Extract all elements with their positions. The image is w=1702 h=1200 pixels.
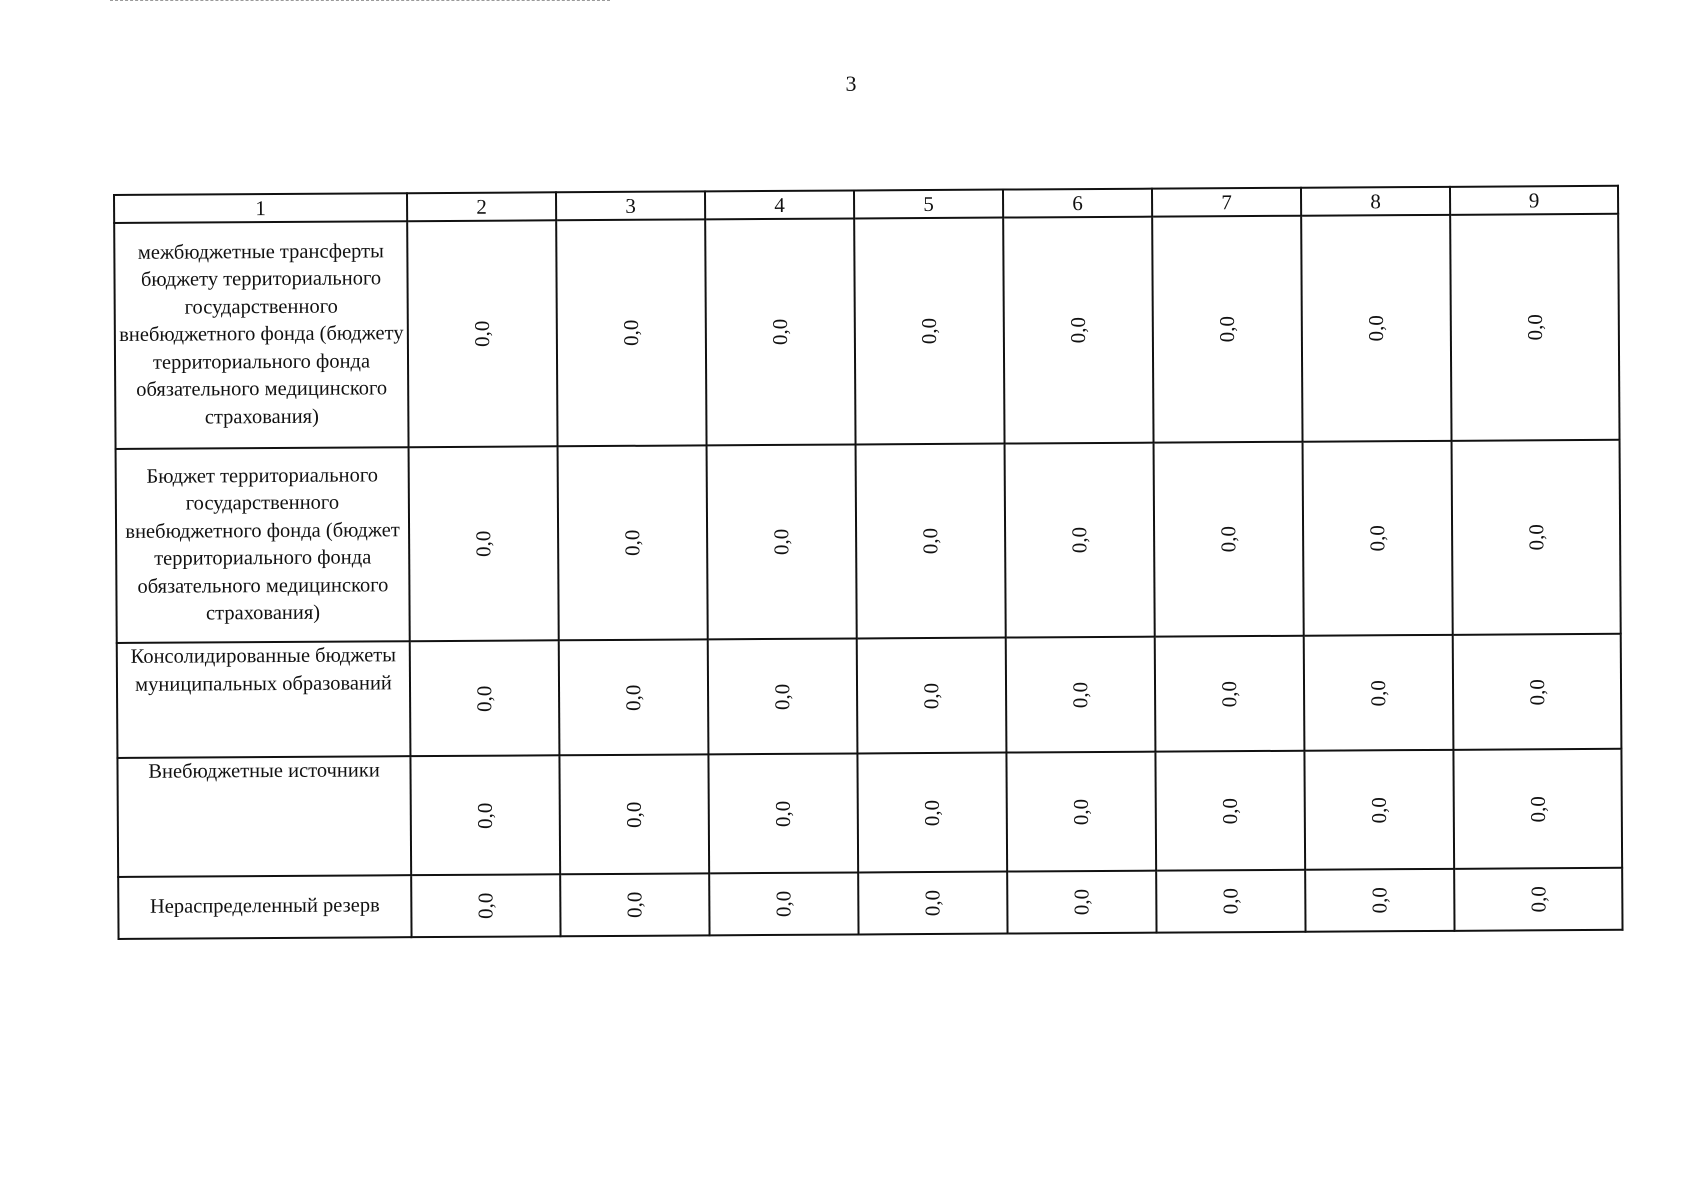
column-number-cell: 1 (114, 193, 407, 223)
value-cell (857, 753, 1007, 873)
table-row (117, 634, 1622, 758)
value-text: 0,0 (1524, 678, 1550, 706)
row-label: Консолидированные бюджеты муниципальных образований (117, 641, 411, 758)
row-label: Нераспределенный резерв (118, 875, 411, 939)
value-cell (1304, 750, 1454, 870)
value-cell (559, 754, 709, 874)
value-text: 0,0 (622, 801, 647, 828)
value-cell (858, 872, 1007, 935)
value-text: 0,0 (1069, 798, 1094, 825)
value-cell (1007, 871, 1156, 934)
column-number-cell: 5 (854, 190, 1003, 219)
column-number-cell: 2 (407, 192, 556, 221)
value-text: 0,0 (1218, 887, 1243, 915)
value-text: 0,0 (1069, 888, 1094, 916)
value-text: 0,0 (621, 684, 646, 711)
value-text: 0,0 (472, 685, 497, 712)
column-number-cell: 3 (556, 191, 705, 220)
column-number-cell: 9 (1450, 186, 1618, 215)
value-cell (1305, 869, 1454, 932)
value-cell (1453, 634, 1622, 750)
value-text: 0,0 (1068, 681, 1093, 708)
value-cell (857, 638, 1007, 754)
table-row (118, 868, 1622, 939)
value-cell (411, 874, 560, 937)
value-cell (556, 219, 706, 446)
value-text: 0,0 (1525, 795, 1550, 823)
table-row (117, 749, 1622, 877)
value-text: 0,0 (470, 320, 495, 347)
value-cell (410, 640, 560, 756)
value-text: 0,0 (1524, 524, 1549, 551)
value-cell (1006, 637, 1156, 753)
value-text: 0,0 (473, 892, 498, 919)
value-cell (705, 218, 855, 445)
value-text: 0,0 (920, 889, 945, 917)
value-cell (1155, 636, 1305, 752)
value-cell (1003, 217, 1153, 444)
value-cell (709, 872, 858, 935)
value-cell (560, 873, 709, 936)
value-cell (559, 639, 709, 755)
value-cell (856, 444, 1006, 639)
column-number-cell: 8 (1301, 187, 1450, 216)
row-label: межбюджетные трансферты бюджету территориального государственного внебюджетного фонда (бюджету территориального фонда обязательного медицинского страхования) (114, 221, 408, 449)
value-cell (1304, 635, 1454, 751)
value-cell (558, 445, 708, 640)
row-label: Бюджет территориального государственного внебюджетного фонда (бюджет территориального фонда обязательного медицинского страхования) (116, 447, 410, 643)
value-text: 0,0 (619, 319, 644, 347)
table-row (114, 214, 1619, 449)
column-number-cell: 4 (705, 190, 854, 219)
value-text: 0,0 (1364, 315, 1389, 342)
value-text: 0,0 (1367, 887, 1392, 914)
value-cell (708, 638, 858, 754)
value-text: 0,0 (1217, 680, 1242, 707)
value-text: 0,0 (1366, 679, 1391, 706)
value-cell (1154, 442, 1304, 637)
value-cell (707, 444, 857, 639)
value-text: 0,0 (1526, 886, 1551, 913)
value-cell (1454, 868, 1622, 931)
value-text: 0,0 (1216, 525, 1241, 553)
value-text: 0,0 (620, 529, 645, 557)
value-text: 0,0 (473, 802, 498, 829)
value-text: 0,0 (919, 682, 944, 709)
value-text: 0,0 (771, 890, 796, 918)
value-text: 0,0 (768, 318, 793, 346)
column-number-cell: 6 (1003, 189, 1152, 218)
value-text: 0,0 (920, 799, 945, 826)
page-number: 3 (845, 71, 857, 96)
value-cell (1452, 440, 1621, 635)
value-text: 0,0 (471, 530, 496, 557)
value-cell (1156, 870, 1305, 933)
scan-artifact-line (110, 0, 610, 9)
value-cell (1301, 215, 1451, 442)
value-text: 0,0 (1218, 797, 1243, 824)
row-label: Внебюджетные источники (117, 756, 411, 877)
value-text: 0,0 (1215, 315, 1240, 343)
value-cell (1453, 749, 1622, 869)
value-text: 0,0 (1365, 525, 1390, 552)
value-text: 0,0 (917, 317, 942, 345)
budget-table (113, 185, 1624, 940)
value-text: 0,0 (771, 800, 796, 827)
column-number-cell: 7 (1152, 188, 1301, 217)
budget-table-wrapper (113, 185, 1622, 940)
value-text: 0,0 (1367, 796, 1392, 823)
value-cell (410, 755, 560, 875)
value-text: 0,0 (622, 891, 647, 919)
value-cell (1450, 214, 1619, 441)
value-cell (854, 218, 1004, 445)
value-text: 0,0 (770, 683, 795, 710)
value-text: 0,0 (1067, 526, 1092, 554)
value-cell (407, 220, 557, 447)
value-text: 0,0 (918, 527, 943, 555)
value-cell (409, 446, 559, 641)
value-cell (1303, 441, 1453, 636)
value-cell (1155, 751, 1305, 871)
value-text: 0,0 (1522, 314, 1547, 341)
table-row (116, 440, 1621, 643)
value-text: 0,0 (1066, 316, 1091, 344)
value-text: 0,0 (769, 528, 794, 556)
value-cell (708, 753, 858, 873)
value-cell (1152, 216, 1302, 443)
value-cell (1006, 752, 1156, 872)
value-cell (1005, 443, 1155, 638)
